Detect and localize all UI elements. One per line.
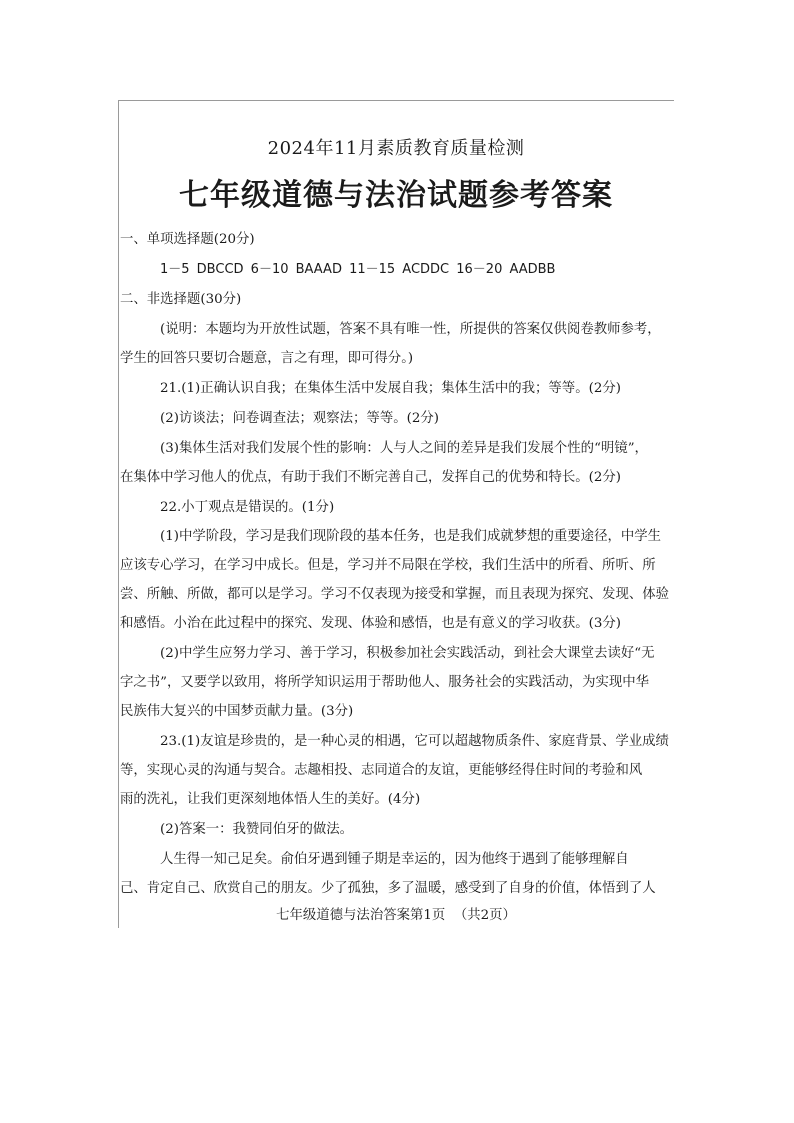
q21-part1: 21.(1)正确认识自我；在集体生活中发展自我；集体生活中的我；等等。(2分) [160, 381, 621, 396]
q22-part2-line2: 字之书”，又要学以致用，将所学知识运用于帮助他人、服务社会的实践活动，为实现中华 [120, 675, 650, 690]
q22-part1-line4: 和感悟。小治在此过程中的探究、发现、体验和感悟，也是有意义的学习收获。(3分) [120, 616, 622, 631]
q22-part1-line2: 应该专心学习，在学习中成长。但是，学习并不局限在学校，我们生活中的所看、所听、所 [120, 558, 656, 573]
page-top-border [118, 100, 674, 101]
q22-part1-line3: 尝、所触、所做，都可以是学习。学习不仅表现为接受和掌握，而且表现为探究、发现、体验 [120, 587, 670, 602]
page-footer: 七年级道德与法治答案第1页 （共2页） [276, 908, 516, 923]
q22-part2-line3: 民族伟大复兴的中国梦贡献力量。(3分) [120, 704, 354, 719]
q22-part1-line1: (1)中学阶段，学习是我们现阶段的基本任务，也是我们成就梦想的重要途径，中学生 [160, 529, 662, 544]
q23-part2-heading: (2)答案一：我赞同伯牙的做法。 [160, 822, 354, 837]
q23-part2-line1: 人生得一知己足矣。俞伯牙遇到锺子期是幸运的，因为他终于遇到了能够理解自 [160, 852, 629, 867]
q21-part3-line2: 在集体中学习他人的优点，有助于我们不断完善自己，发挥自己的优势和特长。(2分) [120, 470, 622, 485]
note-line-2: 学生的回答只要切合题意，言之有理，即可得分。) [120, 351, 414, 366]
exam-subtitle: 2024年11月素质教育质量检测 [267, 138, 525, 159]
q23-part1-line2: 等，实现心灵的沟通与契合。志趣相投、志同道合的友谊，更能够经得住时间的考验和风 [120, 763, 643, 778]
q23-part1-line3: 雨的洗礼，让我们更深刻地体悟人生的美好。(4分) [120, 792, 421, 807]
section1-heading: 一、单项选择题(20分) [120, 232, 255, 247]
document-page [118, 100, 674, 928]
exam-title: 七年级道德与法治试题参考答案 [179, 178, 613, 213]
multiple-choice-answers: 1－5 DBCCD 6－10 BAAAD 11－15 ACDDC 16－20 AADBB [160, 262, 556, 277]
q21-part2: (2)访谈法；问卷调查法；观察法；等等。(2分) [160, 411, 439, 426]
q21-part3-line1: (3)集体生活对我们发展个性的影响：人与人之间的差异是我们发展个性的“明镜”， [160, 441, 648, 456]
section2-heading: 二、非选择题(30分) [120, 292, 242, 307]
q23-part1-line1: 23.(1)友谊是珍贵的，是一种心灵的相遇，它可以超越物质条件、家庭背景、学业成绩 [160, 734, 669, 749]
q23-part2-line2: 己、肯定自己、欣赏自己的朋友。少了孤独，多了温暖，感受到了自身的价值，体悟到了人 [120, 881, 656, 896]
q22-heading: 22.小丁观点是错误的。(1分) [160, 500, 335, 515]
q22-part2-line1: (2)中学生应努力学习、善于学习，积极参加社会实践活动，到社会大课堂去读好“无 [160, 646, 655, 661]
note-line-1: (说明：本题均为开放性试题，答案不具有唯一性，所提供的答案仅供阅卷教师参考， [160, 322, 661, 337]
